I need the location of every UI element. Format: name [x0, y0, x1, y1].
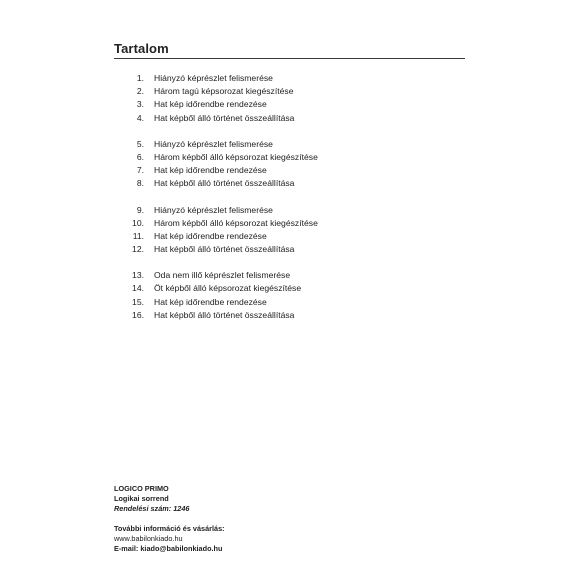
- toc-entry-text: Hat képből álló történet összeállítása: [154, 244, 295, 255]
- toc-entry-text: Oda nem illő képrészlet felismerése: [154, 270, 291, 281]
- toc-entry-text: Hat képből álló történet összeállítása: [154, 112, 295, 123]
- toc-entry-number: 15.: [132, 296, 144, 307]
- page-title: Tartalom: [114, 41, 169, 56]
- toc-entry-number: 10.: [132, 217, 144, 228]
- title-divider: [114, 58, 465, 59]
- toc-entry-text: Hat kép időrendbe rendezése: [154, 165, 267, 176]
- toc-entry-number: 5.: [136, 138, 144, 149]
- toc-group: [114, 269, 474, 322]
- toc-entry-text: Három képből álló képsorozat kiegészítése: [154, 151, 318, 162]
- toc-entry-number: 6.: [136, 151, 144, 162]
- toc-entry-number: 14.: [132, 283, 144, 294]
- toc-group: [114, 204, 474, 257]
- toc-group: [114, 138, 474, 191]
- order-number: Rendelési szám: 1246: [114, 504, 190, 514]
- toc-entry-text: Hiányzó képrészlet felismerése: [154, 204, 273, 215]
- toc-entry-number: 2.: [136, 86, 144, 97]
- toc-entry: [114, 309, 474, 322]
- toc-entry-number: 8.: [136, 178, 144, 189]
- toc-group: [114, 72, 474, 125]
- toc-entry-text: Három tagú képsorozat kiegészítése: [154, 86, 294, 97]
- imprint-spacer: [114, 515, 225, 524]
- toc-entry-text: Öt képből álló képsorozat kiegészítése: [154, 283, 302, 294]
- toc-entry-number: 7.: [136, 165, 144, 176]
- toc-entry: [114, 98, 474, 111]
- toc-entry: [114, 72, 474, 85]
- toc-entry-text: Hiányzó képrészlet felismerése: [154, 73, 273, 83]
- toc-entry-text: Hat kép időrendbe rendezése: [154, 296, 267, 307]
- toc-entry-text: Hat képből álló történet összeállítása: [154, 309, 295, 320]
- toc-entry: [114, 282, 474, 295]
- toc-entry-number: 16.: [132, 309, 144, 320]
- toc-entry: [114, 217, 474, 230]
- toc-entry-number: 4.: [136, 112, 144, 123]
- toc-entry: [114, 269, 474, 282]
- toc-entry-text: Hat képből álló történet összeállítása: [154, 178, 295, 189]
- toc-entry: [114, 112, 474, 125]
- book-subtitle: Logikai sorrend: [114, 494, 169, 504]
- email-link[interactable]: E-mail: kiado@babilonkiado.hu: [114, 544, 223, 554]
- table-of-contents: [114, 72, 474, 335]
- series-name: LOGICO PRIMO: [114, 484, 169, 493]
- toc-entry-number: 1.: [136, 73, 144, 83]
- toc-entry: [114, 204, 474, 217]
- toc-entry: [114, 164, 474, 177]
- imprint-block: [114, 484, 225, 554]
- toc-entry-text: Hat kép időrendbe rendezése: [154, 99, 267, 110]
- toc-entry-number: 13.: [132, 270, 144, 281]
- toc-entry: [114, 151, 474, 164]
- toc-entry-text: Három képből álló képsorozat kiegészítése: [154, 217, 318, 228]
- info-heading: További információ és vásárlás:: [114, 523, 225, 533]
- toc-entry-number: 11.: [132, 230, 144, 241]
- toc-entry-text: Hat kép időrendbe rendezése: [154, 230, 267, 241]
- toc-entry: [114, 296, 474, 309]
- toc-entry-number: 12.: [132, 244, 144, 255]
- toc-entry: [114, 177, 474, 190]
- website-link[interactable]: www.babilonkiado.hu: [114, 533, 183, 543]
- toc-entry-text: Hiányzó képrészlet felismerése: [154, 138, 273, 149]
- toc-entry-number: 9.: [136, 204, 144, 215]
- toc-entry: [114, 85, 474, 98]
- toc-entry: [114, 138, 474, 151]
- toc-entry: [114, 243, 474, 256]
- toc-entry: [114, 230, 474, 243]
- toc-entry-number: 3.: [136, 99, 144, 110]
